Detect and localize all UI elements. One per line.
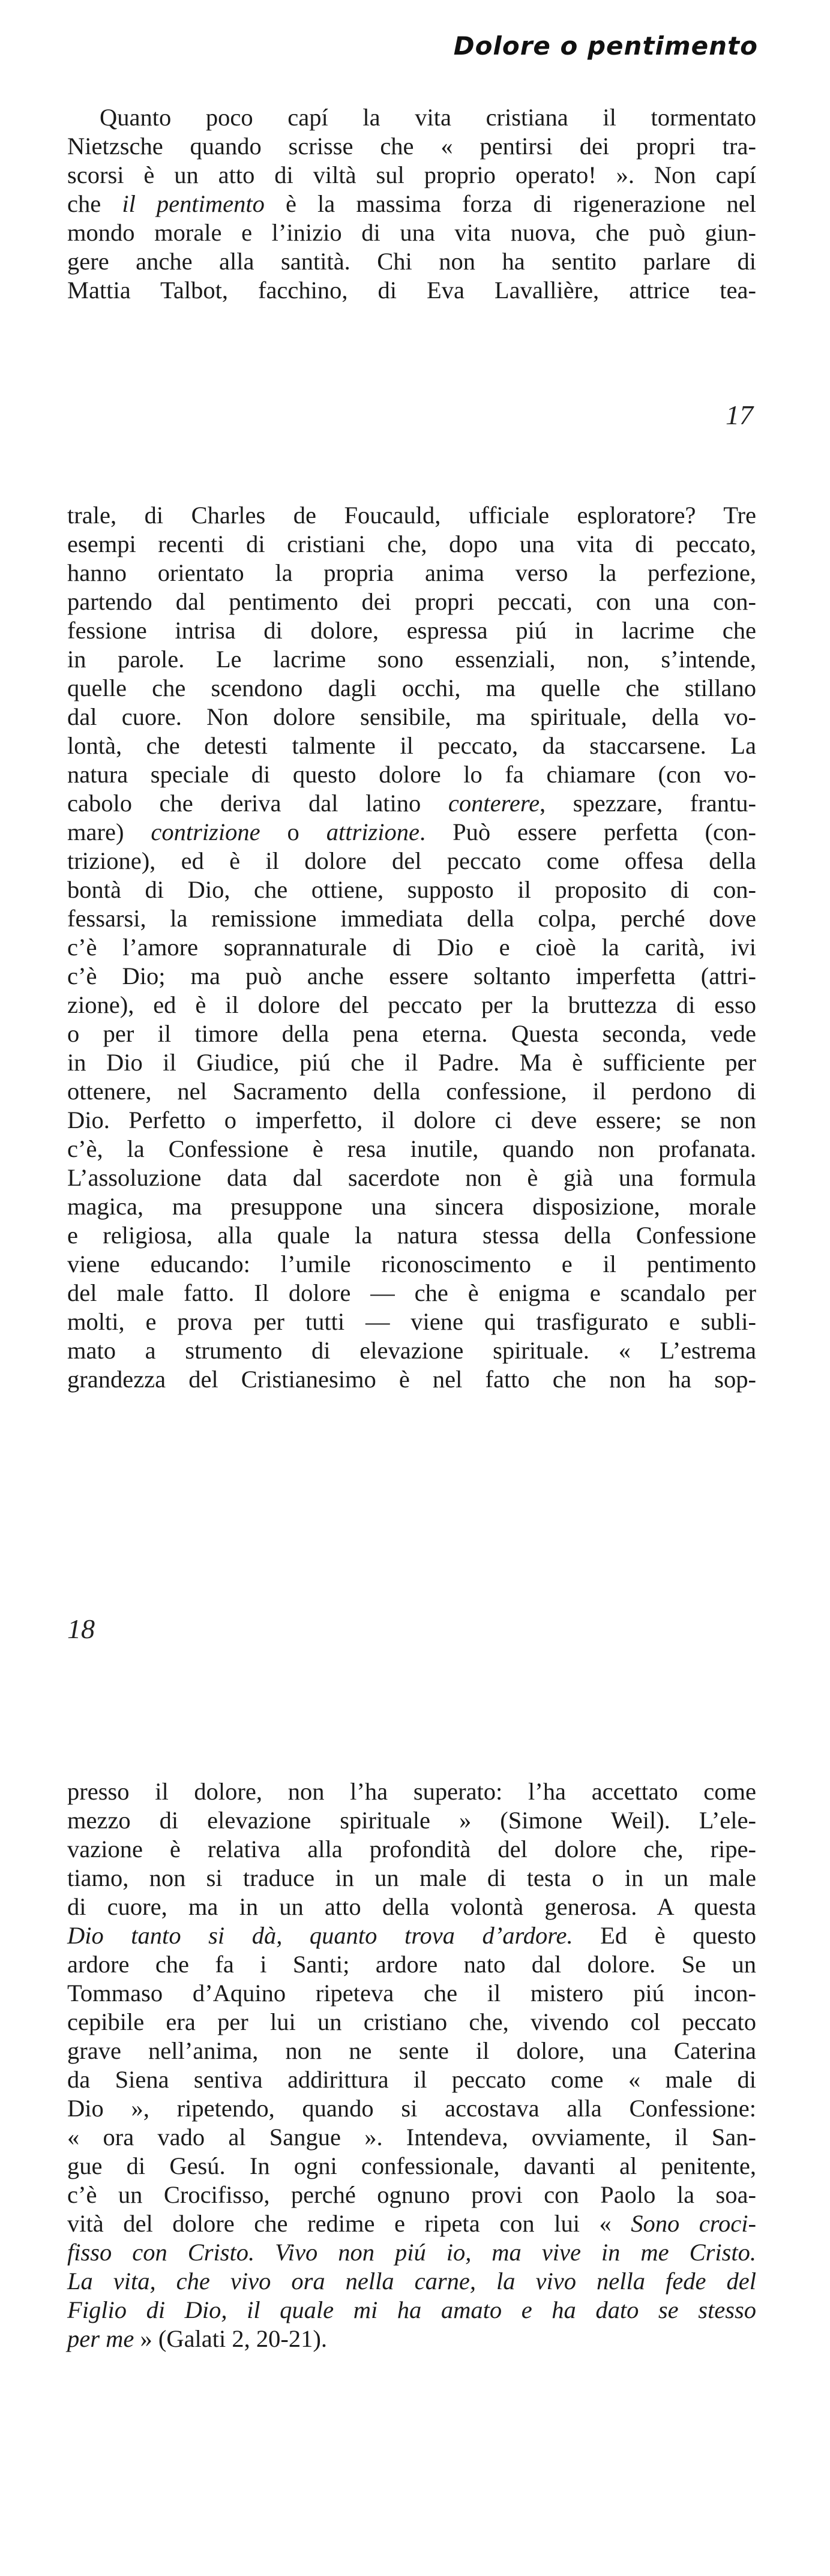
text-line: hanno orientato la propria anima verso la perfezione, — [67, 559, 756, 586]
text-line: zione), ed è il dolore del peccato per la bruttezza di esso — [67, 991, 756, 1018]
text-line: trale, di Charles de Foucauld, ufficiale esploratore? Tre — [67, 502, 756, 529]
text-line: o per il timore della pena eterna. Questa seconda, vede — [67, 1020, 756, 1047]
text-line: presso il dolore, non l’ha superato: l’ha accettato come — [67, 1778, 756, 1805]
text-fragment: vità del dolore che redime e ripeta con lui « — [67, 2210, 631, 2237]
text-line: Nietzsche quando scrisse che « pentirsi dei propri tra- — [67, 133, 756, 160]
text-line — [67, 2325, 756, 2353]
text-line: in Dio il Giudice, piú che il Padre. Ma è sufficiente per — [67, 1049, 756, 1076]
text-line: grandezza del Cristianesimo è nel fatto che non ha sop- — [67, 1366, 756, 1393]
running-header — [454, 31, 758, 61]
text-line: gue di Gesú. In ogni confessionale, davanti al penitente, — [67, 2152, 756, 2179]
text-line: dal cuore. Non dolore sensibile, ma spirituale, della vo- — [67, 703, 756, 730]
text-line: quelle che scendono dagli occhi, ma quelle che stillano — [67, 674, 756, 701]
text-line: esempi recenti di cristiani che, dopo una vita di peccato, — [67, 530, 756, 557]
text-line: e religiosa, alla quale la natura stessa della Confessione — [67, 1222, 756, 1249]
chapter-title: Dolore o pentimento — [453, 31, 758, 61]
text-line: c’è Dio; ma può anche essere soltanto imperfetta (attri- — [67, 962, 756, 989]
text-line: tiamo, non si traduce in un male di testa o in un male — [67, 1864, 756, 1891]
italic-quote: fisso con Cristo. Vivo non piú io, ma vive in me Cristo. — [67, 2239, 756, 2266]
text-line — [67, 2238, 756, 2267]
text-line: cepibile era per lui un cristiano che, vivendo col peccato — [67, 2008, 756, 2035]
text-line: fessione intrisa di dolore, espressa piú in lacrime che — [67, 617, 756, 644]
text-fragment: che — [67, 190, 122, 217]
text-line: c’è, la Confessione è resa inutile, quando non profanata. — [67, 1135, 756, 1162]
text-fragment: o — [260, 818, 326, 845]
text-line: « ora vado al Sangue ». Intendeva, ovviamente, il San- — [67, 2124, 756, 2151]
text-fragment: cabolo che deriva dal latino — [67, 790, 448, 817]
italic-term: conterere — [448, 790, 540, 817]
text-line — [67, 2209, 756, 2238]
text-line — [67, 190, 756, 218]
text-fragment: è la massima forza di rigenerazione nel — [264, 190, 757, 217]
italic-term: attrizione — [326, 818, 420, 845]
text-line: gere anche alla santità. Chi non ha sentito parlare di — [67, 248, 756, 275]
text-fragment: mare) — [67, 818, 151, 845]
text-line: da Siena sentiva addirittura il peccato come « male di — [67, 2066, 756, 2093]
page-number: 17 — [726, 400, 753, 430]
page-number: 18 — [67, 1614, 95, 1644]
text-fragment: . Può essere perfetta (con- — [420, 818, 756, 845]
text-line: ottenere, nel Sacramento della confessione, il perdono di — [67, 1078, 756, 1105]
text-block-page-17 — [67, 103, 756, 305]
text-line: ardore che fa i Santi; ardore nato dal dolore. Se un — [67, 1951, 756, 1978]
text-line: mondo morale e l’inizio di una vita nuova, che può giun- — [67, 219, 756, 246]
text-line: viene educando: l’umile riconoscimento e il pentimento — [67, 1250, 756, 1277]
text-block-page-19 — [67, 1777, 756, 2353]
text-fragment: , spezzare, frantu- — [540, 790, 756, 817]
italic-term: contrizione — [151, 818, 260, 845]
text-line: fessarsi, la remissione immediata della colpa, perché dove — [67, 905, 756, 932]
text-line: scorsi è un atto di viltà sul proprio operato! ». Non capí — [67, 161, 756, 188]
italic-term: il pentimento — [122, 190, 265, 217]
text-line — [67, 789, 756, 818]
text-line: del male fatto. Il dolore — che è enigma e scandalo per — [67, 1279, 756, 1306]
text-fragment: » (Galati 2, 20-21). — [134, 2325, 328, 2352]
italic-quote: Dio tanto si dà, quanto trova d’ardore. — [67, 1922, 573, 1949]
text-line: c’è un Crocifisso, perché ognuno provi con Paolo la soa- — [67, 2181, 756, 2208]
italic-quote: Sono croci- — [631, 2210, 756, 2237]
text-line: di cuore, ma in un atto della volontà generosa. A questa — [67, 1893, 756, 1920]
text-line: trizione), ed è il dolore del peccato come offesa della — [67, 847, 756, 874]
text-line: molti, e prova per tutti — viene qui trasfigurato e subli- — [67, 1308, 756, 1335]
text-line — [67, 1921, 756, 1950]
text-line: mato a strumento di elevazione spirituale. « L’estrema — [67, 1337, 756, 1364]
text-line: natura speciale di questo dolore lo fa chiamare (con vo- — [67, 761, 756, 788]
text-line: Quanto poco capí la vita cristiana il tormentato — [100, 104, 756, 131]
text-line: bontà di Dio, che ottiene, supposto il proposito di con- — [67, 876, 756, 903]
italic-quote: Figlio di Dio, il quale mi ha amato e ha dato se stesso — [67, 2296, 756, 2323]
text-line — [67, 818, 756, 847]
italic-quote: per me — [67, 2325, 134, 2352]
text-line — [67, 2296, 756, 2325]
text-line: in parole. Le lacrime sono essenziali, non, s’intende, — [67, 646, 756, 673]
text-line: vazione è relativa alla profondità del dolore che, ripe- — [67, 1836, 756, 1863]
text-line: mezzo di elevazione spirituale » (Simone Weil). L’ele- — [67, 1807, 756, 1834]
text-line: Tommaso d’Aquino ripeteva che il mistero piú incon- — [67, 1980, 756, 2007]
text-line — [67, 2267, 756, 2296]
text-line: magica, ma presuppone una sincera disposizione, morale — [67, 1193, 756, 1220]
text-line: Mattia Talbot, facchino, di Eva Lavallière, attrice tea- — [67, 277, 756, 304]
italic-quote: La vita, che vivo ora nella carne, la vivo nella fede del — [67, 2268, 756, 2295]
text-line: c’è l’amore soprannaturale di Dio e cioè la carità, ivi — [67, 934, 756, 961]
text-fragment: Ed è questo — [573, 1922, 756, 1949]
text-line: Dio », ripetendo, quando si accostava alla Confessione: — [67, 2095, 756, 2122]
text-line: L’assoluzione data dal sacerdote non è già una formula — [67, 1164, 756, 1191]
text-line: partendo dal pentimento dei propri peccati, con una con- — [67, 588, 756, 615]
text-line: Dio. Perfetto o imperfetto, il dolore ci deve essere; se non — [67, 1106, 756, 1133]
text-line: lontà, che detesti talmente il peccato, da staccarsene. La — [67, 732, 756, 759]
text-line: grave nell’anima, non ne sente il dolore, una Caterina — [67, 2037, 756, 2064]
text-block-page-18 — [67, 501, 756, 1394]
